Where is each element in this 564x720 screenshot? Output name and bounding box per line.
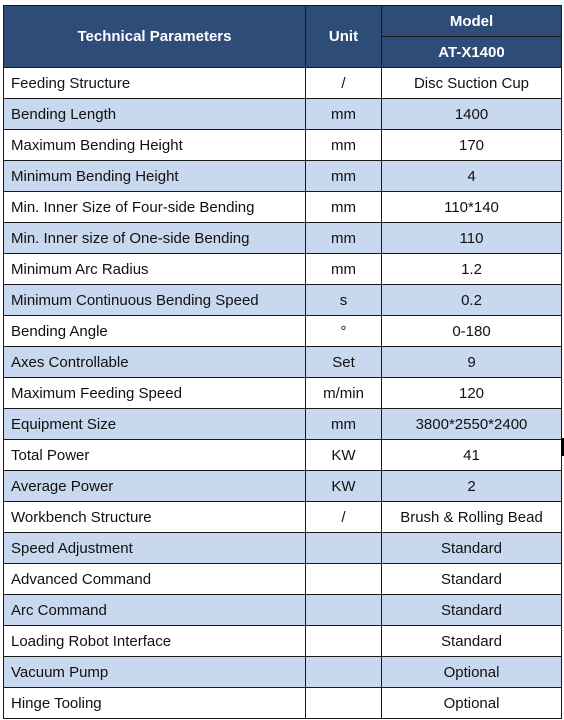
- table-row: [4, 285, 562, 316]
- table-row: [4, 626, 562, 657]
- unit-cell: [306, 657, 382, 688]
- unit-cell: m/min: [306, 378, 382, 409]
- value-cell: 2: [382, 471, 562, 502]
- param-cell: Arc Command: [4, 595, 306, 626]
- value-cell: 41: [382, 440, 562, 471]
- value-cell: Brush & Rolling Bead: [382, 502, 562, 533]
- table-row: [4, 223, 562, 254]
- param-cell: Minimum Arc Radius: [4, 254, 306, 285]
- value-cell: Standard: [382, 564, 562, 595]
- unit-cell: KW: [306, 440, 382, 471]
- unit-cell: /: [306, 68, 382, 99]
- param-cell: Min. Inner Size of Four-side Bending: [4, 192, 306, 223]
- unit-cell: KW: [306, 471, 382, 502]
- table-row: [4, 161, 562, 192]
- value-cell: 3800*2550*2400: [382, 409, 562, 440]
- param-cell: Hinge Tooling: [4, 688, 306, 719]
- param-cell: Min. Inner size of One-side Bending: [4, 223, 306, 254]
- unit-cell: mm: [306, 254, 382, 285]
- unit-cell: /: [306, 502, 382, 533]
- spec-table-header: [4, 6, 562, 68]
- param-cell: Bending Angle: [4, 316, 306, 347]
- param-cell: Average Power: [4, 471, 306, 502]
- value-cell: 4: [382, 161, 562, 192]
- value-cell: 110*140: [382, 192, 562, 223]
- unit-cell: mm: [306, 223, 382, 254]
- table-row: [4, 533, 562, 564]
- header-model-name: AT-X1400: [382, 37, 562, 68]
- param-cell: Feeding Structure: [4, 68, 306, 99]
- param-cell: Maximum Bending Height: [4, 130, 306, 161]
- unit-cell: mm: [306, 161, 382, 192]
- value-cell: Standard: [382, 533, 562, 564]
- unit-cell: [306, 564, 382, 595]
- param-cell: Workbench Structure: [4, 502, 306, 533]
- param-cell: Axes Controllable: [4, 347, 306, 378]
- param-cell: Maximum Feeding Speed: [4, 378, 306, 409]
- unit-cell: [306, 533, 382, 564]
- header-unit: Unit: [306, 6, 382, 68]
- param-cell: Speed Adjustment: [4, 533, 306, 564]
- unit-cell: Set: [306, 347, 382, 378]
- table-row: [4, 409, 562, 440]
- param-cell: Equipment Size: [4, 409, 306, 440]
- value-cell: 1.2: [382, 254, 562, 285]
- value-cell: Optional: [382, 657, 562, 688]
- table-row: [4, 502, 562, 533]
- value-cell: 0-180: [382, 316, 562, 347]
- value-cell: Optional: [382, 688, 562, 719]
- unit-cell: [306, 688, 382, 719]
- table-row: [4, 192, 562, 223]
- table-row: [4, 657, 562, 688]
- unit-cell: mm: [306, 192, 382, 223]
- value-cell: 1400: [382, 99, 562, 130]
- table-row: [4, 99, 562, 130]
- param-cell: Loading Robot Interface: [4, 626, 306, 657]
- table-row: [4, 378, 562, 409]
- unit-cell: mm: [306, 130, 382, 161]
- value-cell: 170: [382, 130, 562, 161]
- param-cell: Vacuum Pump: [4, 657, 306, 688]
- table-row: [4, 347, 562, 378]
- header-row: [4, 6, 562, 37]
- unit-cell: [306, 595, 382, 626]
- table-row: [4, 130, 562, 161]
- param-cell: Bending Length: [4, 99, 306, 130]
- table-row: [4, 68, 562, 99]
- param-cell: Total Power: [4, 440, 306, 471]
- unit-cell: mm: [306, 99, 382, 130]
- param-cell: Minimum Bending Height: [4, 161, 306, 192]
- value-cell: 9: [382, 347, 562, 378]
- table-row: [4, 440, 562, 471]
- unit-cell: mm: [306, 409, 382, 440]
- spec-table-body: [4, 68, 562, 719]
- table-row: [4, 471, 562, 502]
- param-cell: Advanced Command: [4, 564, 306, 595]
- table-row: [4, 564, 562, 595]
- value-cell: Standard: [382, 626, 562, 657]
- header-technical-parameters: Technical Parameters: [4, 6, 306, 68]
- table-row: [4, 254, 562, 285]
- table-row: [4, 595, 562, 626]
- value-cell: 0.2: [382, 285, 562, 316]
- header-model: Model: [382, 6, 562, 37]
- unit-cell: s: [306, 285, 382, 316]
- unit-cell: °: [306, 316, 382, 347]
- value-cell: 120: [382, 378, 562, 409]
- param-cell: Minimum Continuous Bending Speed: [4, 285, 306, 316]
- spec-table: [3, 5, 562, 719]
- unit-cell: [306, 626, 382, 657]
- value-cell: Standard: [382, 595, 562, 626]
- table-row: [4, 316, 562, 347]
- value-cell: Disc Suction Cup: [382, 68, 562, 99]
- table-row: [4, 688, 562, 719]
- value-cell: 110: [382, 223, 562, 254]
